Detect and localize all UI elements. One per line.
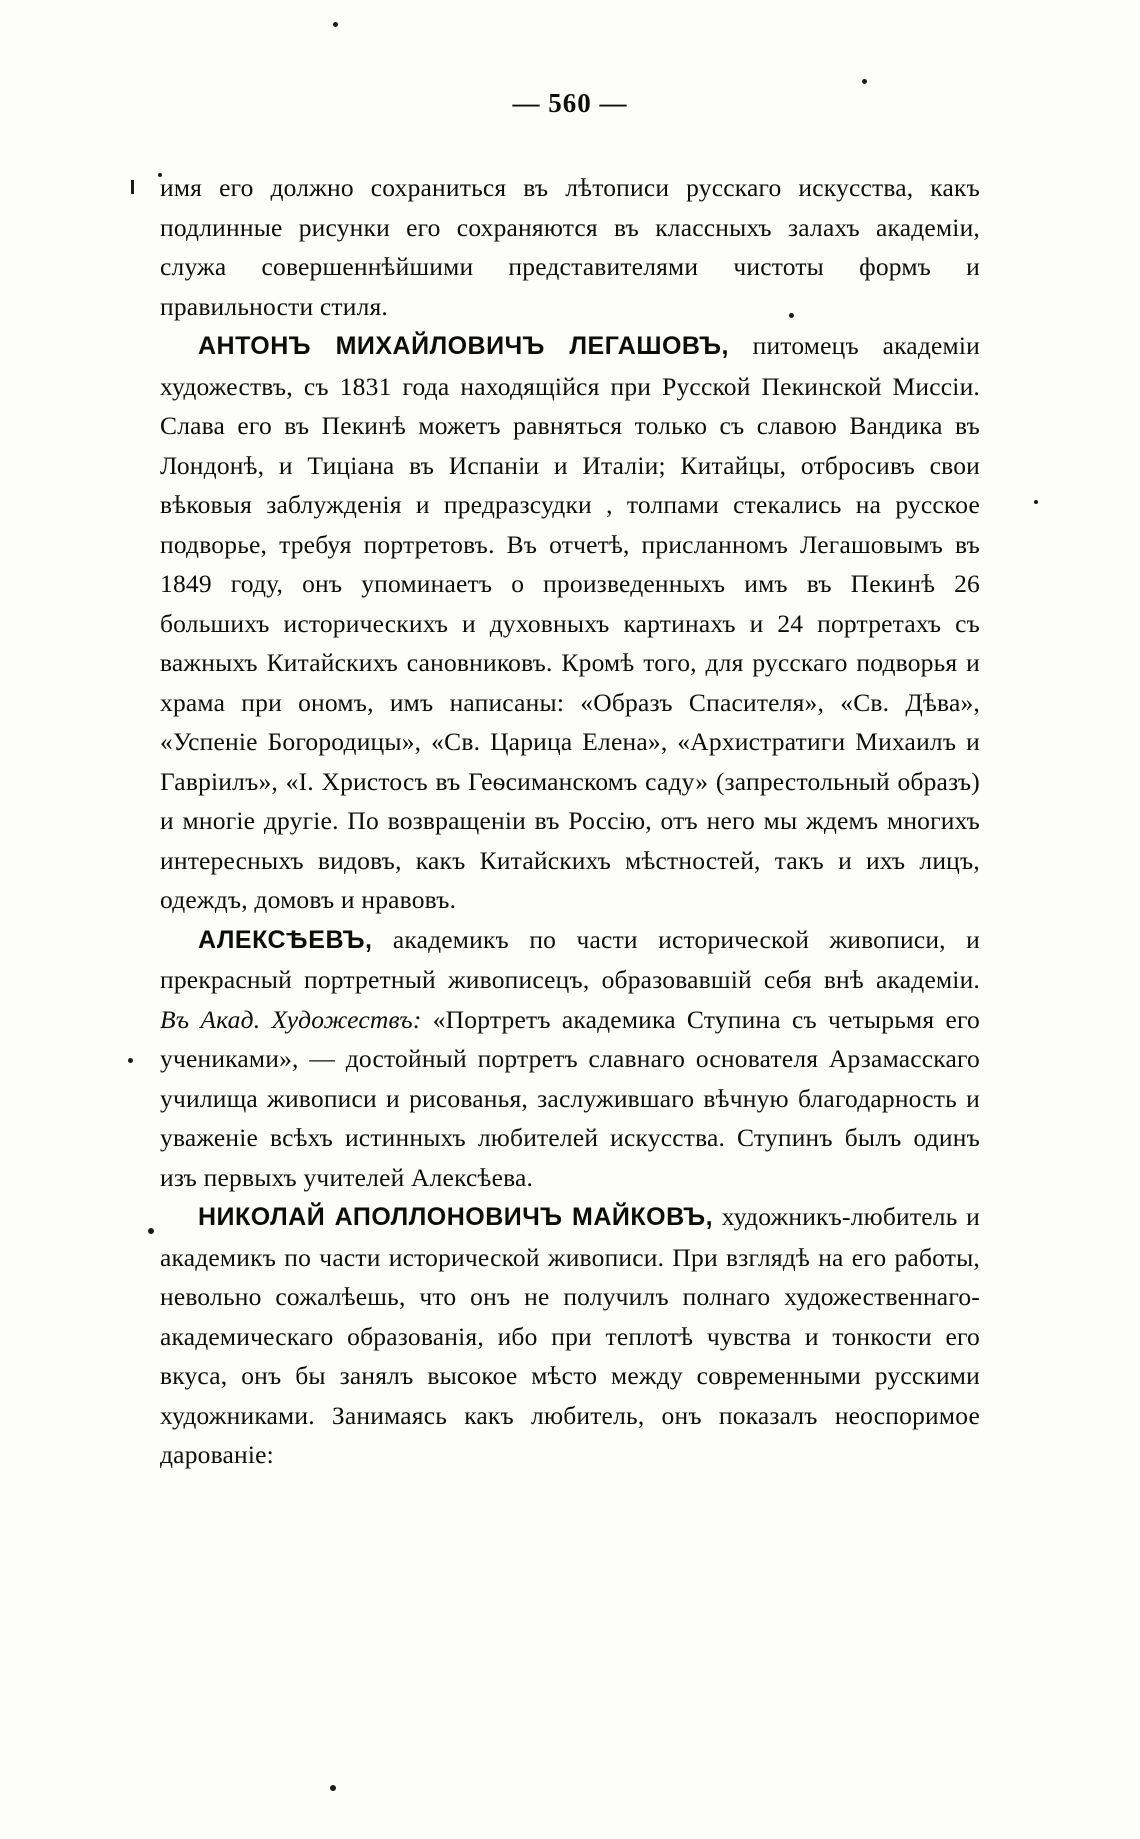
scan-speck	[148, 1228, 154, 1234]
page-number: — 560 —	[512, 88, 628, 118]
scan-speck	[862, 79, 867, 84]
paragraph-4	[160, 1197, 980, 1475]
scan-speck	[128, 1058, 133, 1063]
scan-speck	[1034, 500, 1038, 504]
exhibition-reference: Въ Акад. Художествъ:	[160, 1004, 422, 1034]
paragraph-2-text: питомецъ академіи художествъ, съ 1831 года находящійся при Русской Пекинской Миссіи. Слава его въ Пекинѣ можетъ равняться только съ славою Вандика въ Лондонѣ, и Тиціана въ Испаніи и Италіи; Китайцы, отбросивъ свои вѣковыя заблужденія и предразсудки , толпами стекались на русское подворье, требуя портретовъ. Въ отчетѣ, присланномъ Легашовымъ въ 1849 году, онъ упоминаетъ о произведенныхъ имъ въ Пекинѣ 26 большихъ историческихъ и духовныхъ картинахъ и 24 портретахъ съ важныхъ Китайскихъ сановниковъ. Кромѣ того, для русскаго подворья и храма при ономъ, имъ написаны: «Образъ Спасителя», «Св. Дѣва», «Успеніе Богородицы», «Св. Царица Елена», «Архистратиги Михаилъ и Гавріилъ», «І. Христосъ въ Геѳсиманскомъ саду» (запрестольный образъ) и многіе другіе. По возвращеніи въ Россію, отъ него мы ждемъ многихъ интересныхъ видовъ, какъ Китайскихъ мѣстностей, такъ и ихъ лицъ, одеждъ, домовъ и нравовъ.	[160, 331, 980, 914]
artist-name-alekseev: АЛЕКСѢЕВЪ,	[198, 925, 373, 954]
paragraph-2	[160, 326, 980, 920]
paragraph-4-text: художникъ-любитель и академикъ по части исторической живописи. При взглядѣ на его работы, невольно сожалѣешь, что онъ не получилъ полнаго художественнаго-академическаго образованія, ибо при теплотѣ чувства и тонкости его вкуса, онъ бы занялъ высокое мѣсто между современными русскими художниками. Занимаясь какъ любитель, онъ показалъ неоспоримое дарованіе:	[160, 1202, 980, 1469]
scan-speck	[330, 1785, 336, 1791]
paragraph-3	[160, 920, 980, 1198]
scan-edge-mark	[131, 180, 134, 194]
body-text-column	[160, 168, 980, 1475]
artist-name-maikov: НИКОЛАЙ АПОЛЛОНОВИЧЪ МАЙКОВЪ,	[198, 1203, 714, 1231]
paragraph-3-text-after: «Портретъ академика Ступина съ четырьмя его учениками», — достойный портретъ славнаго основателя Арзамасскаго училища живописи и рисованья, заслужившаго вѣчную благодарность и уваженіе всѣхъ истинныхъ любителей искусства. Ступинъ былъ одинъ изъ первыхъ учителей Алексѣева.	[160, 1004, 980, 1192]
scan-speck	[333, 22, 338, 27]
paragraph-1	[160, 168, 980, 326]
artist-name-legashov: АНТОНЪ МИХАЙЛОВИЧЪ ЛЕГАШОВЪ,	[198, 332, 729, 360]
paragraph-3-text: академикъ по части исторической живописи, и прекрасный портретный живописецъ, образовавшій себя внѣ академіи.	[160, 924, 980, 994]
paragraph-1-text: имя его должно сохраниться въ лѣтописи русскаго искусства, какъ подлинные рисунки его сохраняются въ классныхъ залахъ академіи, служа совершеннѣйшими представителями чистоты формъ и правильности стиля.	[160, 173, 980, 321]
